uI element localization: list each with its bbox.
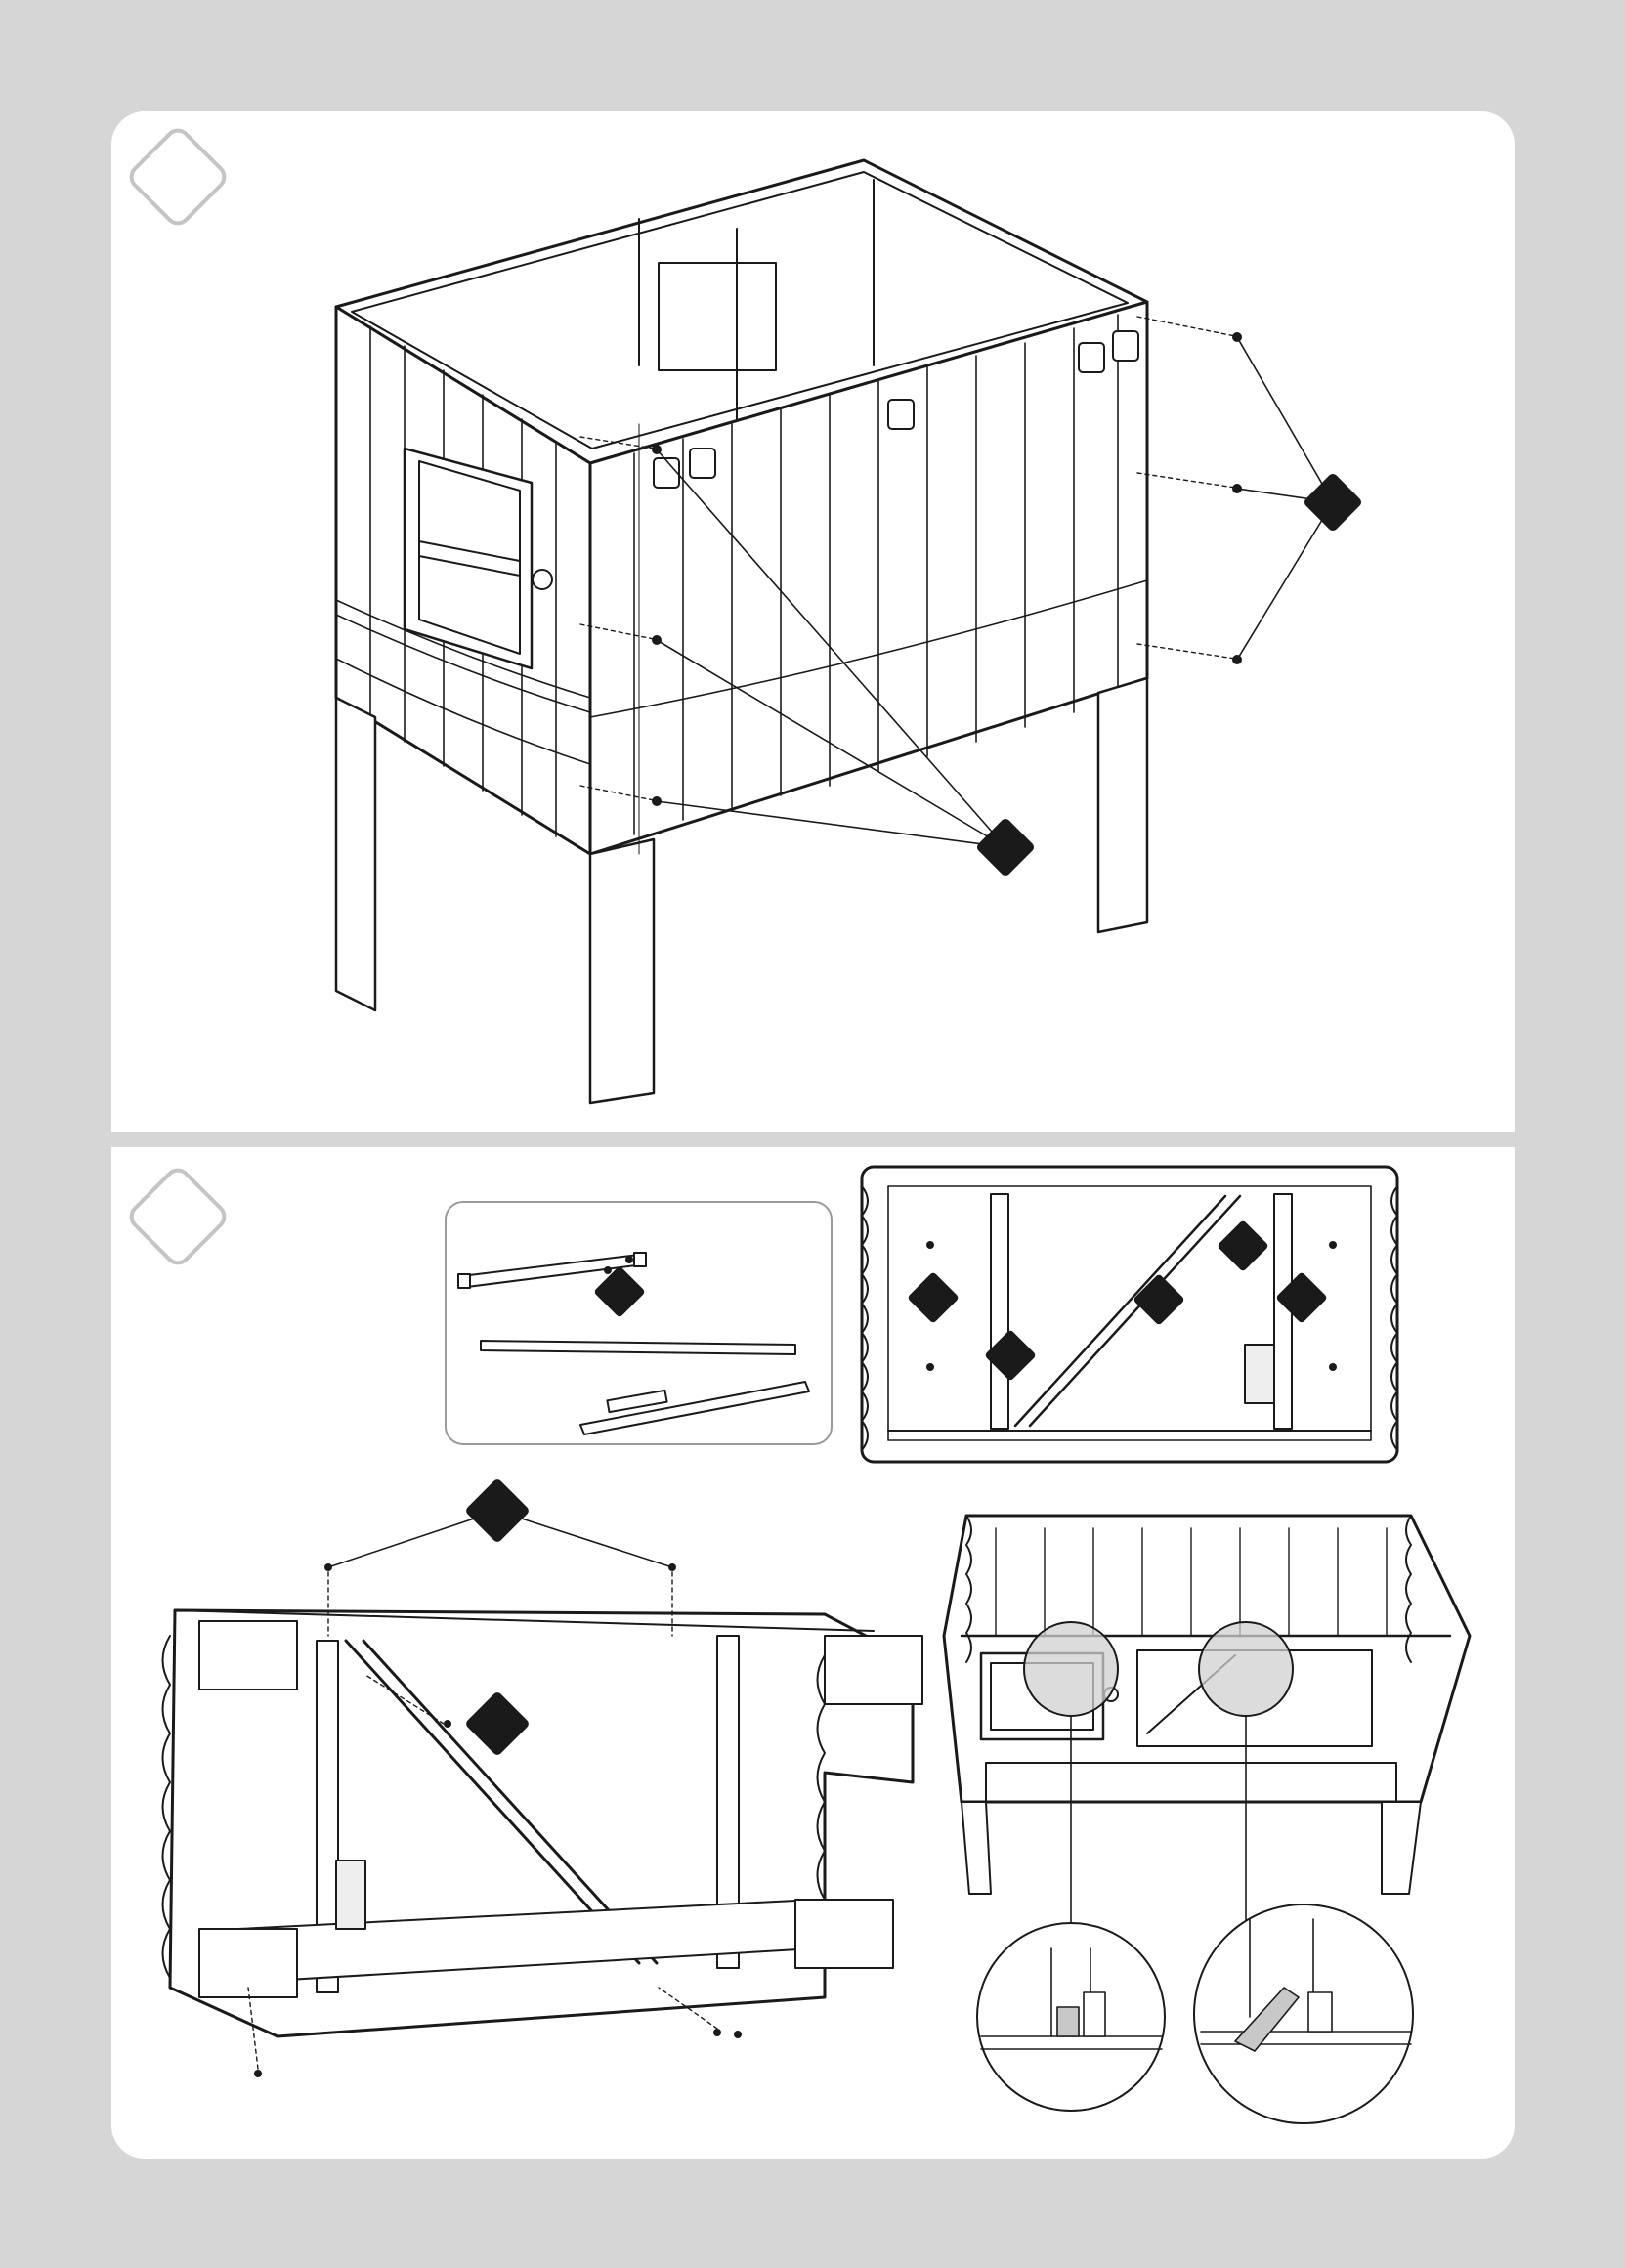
step1-coop-illustration	[336, 160, 1363, 1103]
step2-detail-view	[944, 1516, 1470, 2123]
assembly-illustrations	[111, 111, 1515, 2159]
step2-parts-inset	[446, 1202, 832, 1444]
step2-frame-view	[862, 1167, 1397, 1462]
step2-base-view	[163, 1477, 923, 2077]
instruction-page	[111, 111, 1515, 2159]
